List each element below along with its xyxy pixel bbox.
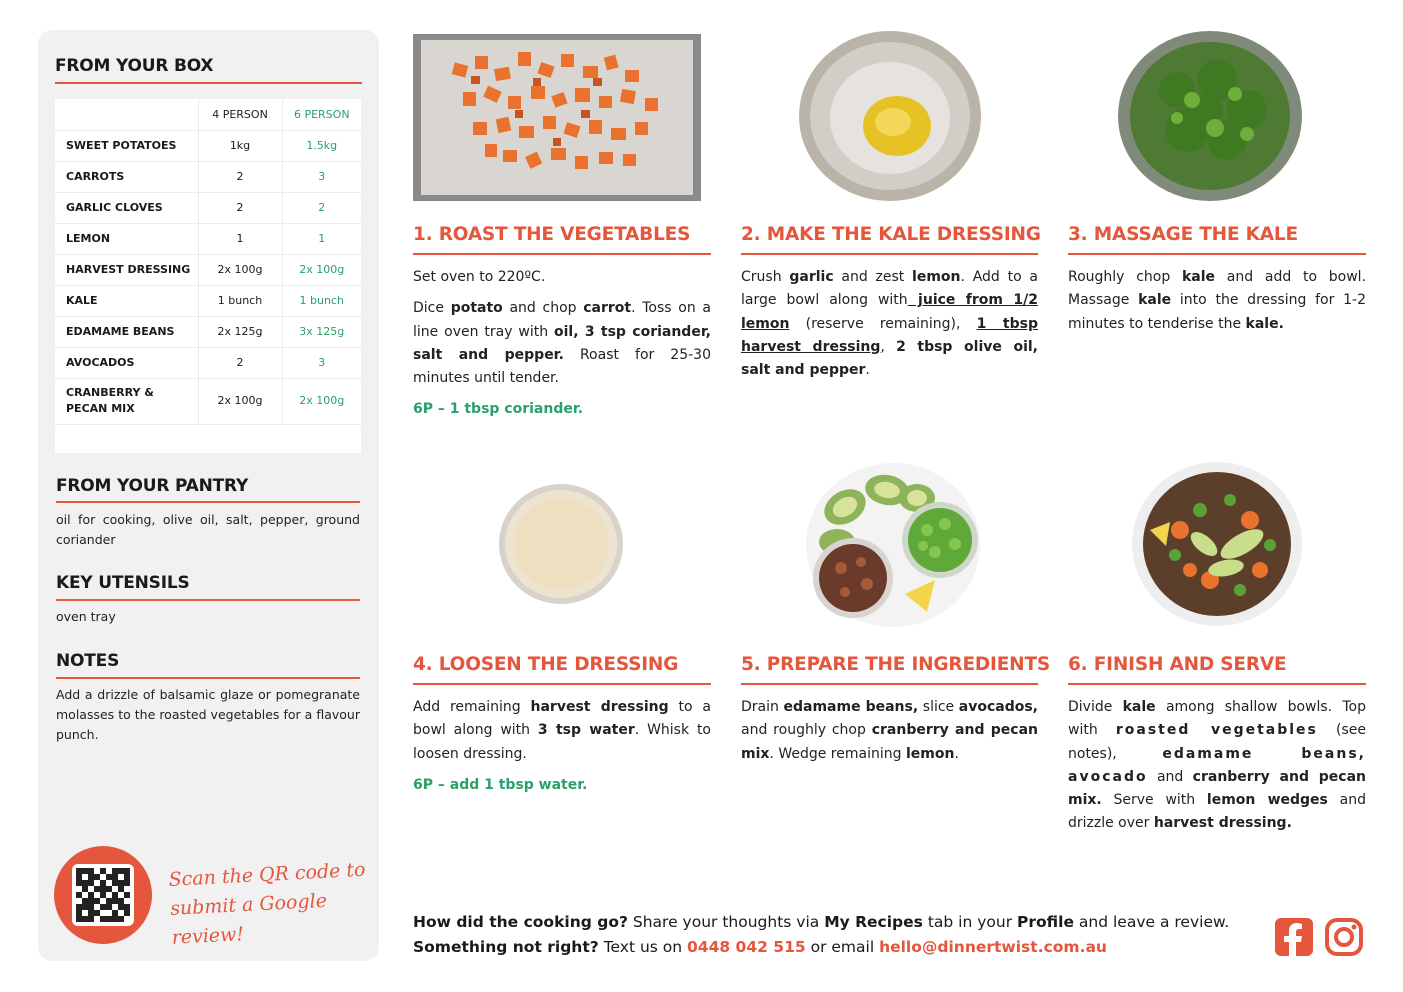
pantry-heading: FROM YOUR PANTRY [56,476,249,496]
step-2-text: Crush garlic and zest lemon. Add to a large bowl along with juice from 1/2 lemon (reserve remaining), 1 tbsp harvest dressing, 2 tbsp olive oil, salt and pepper. [741,269,1039,379]
table-row [55,161,361,192]
ingredient-name-line2: PECAN MIX [66,402,135,415]
step-2-title: 2. MAKE THE KALE DRESSING [741,224,1041,245]
qr-caption-line2: submit a Google review! [169,889,328,949]
step-3-title: 3. MASSAGE THE KALE [1068,224,1298,245]
feedback-line: How did the cooking go? Share your thoughts via My Recipes tab in your Profile and leave a review. [413,913,1230,931]
box-heading-rule [55,82,362,84]
notes-heading-rule [56,677,360,679]
step-4-6p-note: 6P – add 1 tbsp water. [413,776,588,793]
step-5-body [741,696,1038,774]
kale-dressing-bowl-image [797,30,983,202]
step-5-text: Drain edamame beans, slice avocados, and roughly chop cranberry and pecan mix. Wedge remaining lemon. [741,699,1038,762]
finished-salad-bowl-image [1130,460,1304,628]
step-2-body [741,266,1038,390]
qty-4-person: 2x 100g [198,254,282,285]
ingredient-name: SWEET POTATOES [55,130,198,161]
ingredient-name [55,378,198,424]
step-4-text: Add remaining harvest dressing to a bowl along with 3 tsp water. Whisk to loosen dressing. [413,699,711,762]
email-link[interactable]: hello@dinnertwist.com.au [879,938,1107,956]
step-1-title: 1. ROAST THE VEGETABLES [413,224,691,245]
facebook-icon[interactable] [1275,918,1313,956]
table-row [55,223,361,254]
step-4-body [413,696,711,805]
ingredient-name: AVOCADOS [55,347,198,378]
qty-4-person: 2x 125g [198,316,282,347]
qty-6-person: 2x 100g [282,254,361,285]
qty-6-person: 3x 125g [282,316,361,347]
table-row [55,254,361,285]
qty-4-person: 1 bunch [198,285,282,316]
qty-4-person: 2 [198,347,282,378]
table-row [55,347,361,378]
utensils-heading: KEY UTENSILS [56,573,190,593]
qty-4-person: 1kg [198,130,282,161]
qty-4-person: 2 [198,161,282,192]
step-6-body [1068,696,1366,844]
qr-code-icon[interactable] [72,864,134,926]
qty-6-person: 1 [282,223,361,254]
qty-6-person: 1.5kg [282,130,361,161]
step-5-title: 5. PREPARE THE INGREDIENTS [741,654,1051,675]
qty-4-person: 1 [198,223,282,254]
step-6-text: Divide kale among shallow bowls. Top with roasted vegetables (see notes), edamame beans, avocado and cranberry and pecan mix. Serve with lemon wedges and drizzle over harvest dressing. [1068,699,1367,832]
ingredients-table [55,99,361,453]
qty-4-person: 2 [198,192,282,223]
qty-6-person: 1 bunch [282,285,361,316]
step-1-body [413,266,711,430]
phone-link[interactable]: 0448 042 515 [687,938,806,956]
table-header-4-person: 4 PERSON [198,99,282,130]
table-header-row [55,99,361,130]
ingredient-name: HARVEST DRESSING [55,254,198,285]
qty-6-person: 3 [282,347,361,378]
notes-text: Add a drizzle of balsamic glaze or pomegranate molasses to the roasted vegetables for a flavour punch. [56,687,360,742]
utensils-text: oven tray [56,609,116,624]
step-3-rule [1068,253,1366,255]
qty-6-person: 2 [282,192,361,223]
step-3-text: Roughly chop kale and add to bowl. Massage kale into the dressing for 1-2 minutes to tenderise the kale. [1068,269,1366,332]
ingredient-name: CARROTS [55,161,198,192]
table-header-empty [55,99,198,130]
step-4-title: 4. LOOSEN THE DRESSING [413,654,679,675]
prepared-ingredients-plate-image [805,462,981,628]
qty-6-person: 3 [282,161,361,192]
ingredient-name-line1: CRANBERRY & [66,386,154,399]
step-1-6p-note: 6P – 1 tbsp coriander. [413,401,584,418]
loosened-dressing-bowl-image [497,482,625,606]
roasted-vegetables-tray-image [413,34,701,201]
qty-4-person: 2x 100g [198,378,282,424]
table-row [55,316,361,347]
qr-caption-line1: Scan the QR code to [168,858,366,891]
step-6-title: 6. FINISH AND SERVE [1068,654,1287,675]
step-1-text-2: Dice potato and chop carrot. Toss on a line oven tray with oil, 3 tsp coriander, salt and pepper. Roast for 25-30 minutes until tender. [413,300,711,387]
table-row [55,192,361,223]
feedback-footer [413,910,1229,960]
step-4-rule [413,683,711,685]
step-2-rule [741,253,1038,255]
box-heading: FROM YOUR BOX [55,56,214,76]
utensils-heading-rule [56,599,360,601]
table-header-6-person: 6 PERSON [282,99,361,130]
step-6-rule [1068,683,1366,685]
ingredient-name: LEMON [55,223,198,254]
table-row [55,130,361,161]
instagram-icon[interactable] [1325,918,1363,956]
table-row [55,285,361,316]
qty-6-person: 2x 100g [282,378,361,424]
step-5-rule [741,683,1038,685]
pantry-text: oil for cooking, olive oil, salt, pepper, ground coriander [56,512,360,547]
massaged-kale-bowl-image [1117,30,1303,202]
step-1-text: Set oven to 220ºC. [413,269,546,285]
ingredient-name: KALE [55,285,198,316]
notes-heading: NOTES [56,651,120,671]
ingredient-name: EDAMAME BEANS [55,316,198,347]
step-3-body [1068,266,1366,344]
step-1-rule [413,253,711,255]
pantry-heading-rule [56,501,360,503]
qr-caption [168,856,372,953]
table-row [55,378,361,424]
contact-line: Something not right? Text us on 0448 042 515 or email hello@dinnertwist.com.au [413,938,1107,956]
ingredient-name: GARLIC CLOVES [55,192,198,223]
